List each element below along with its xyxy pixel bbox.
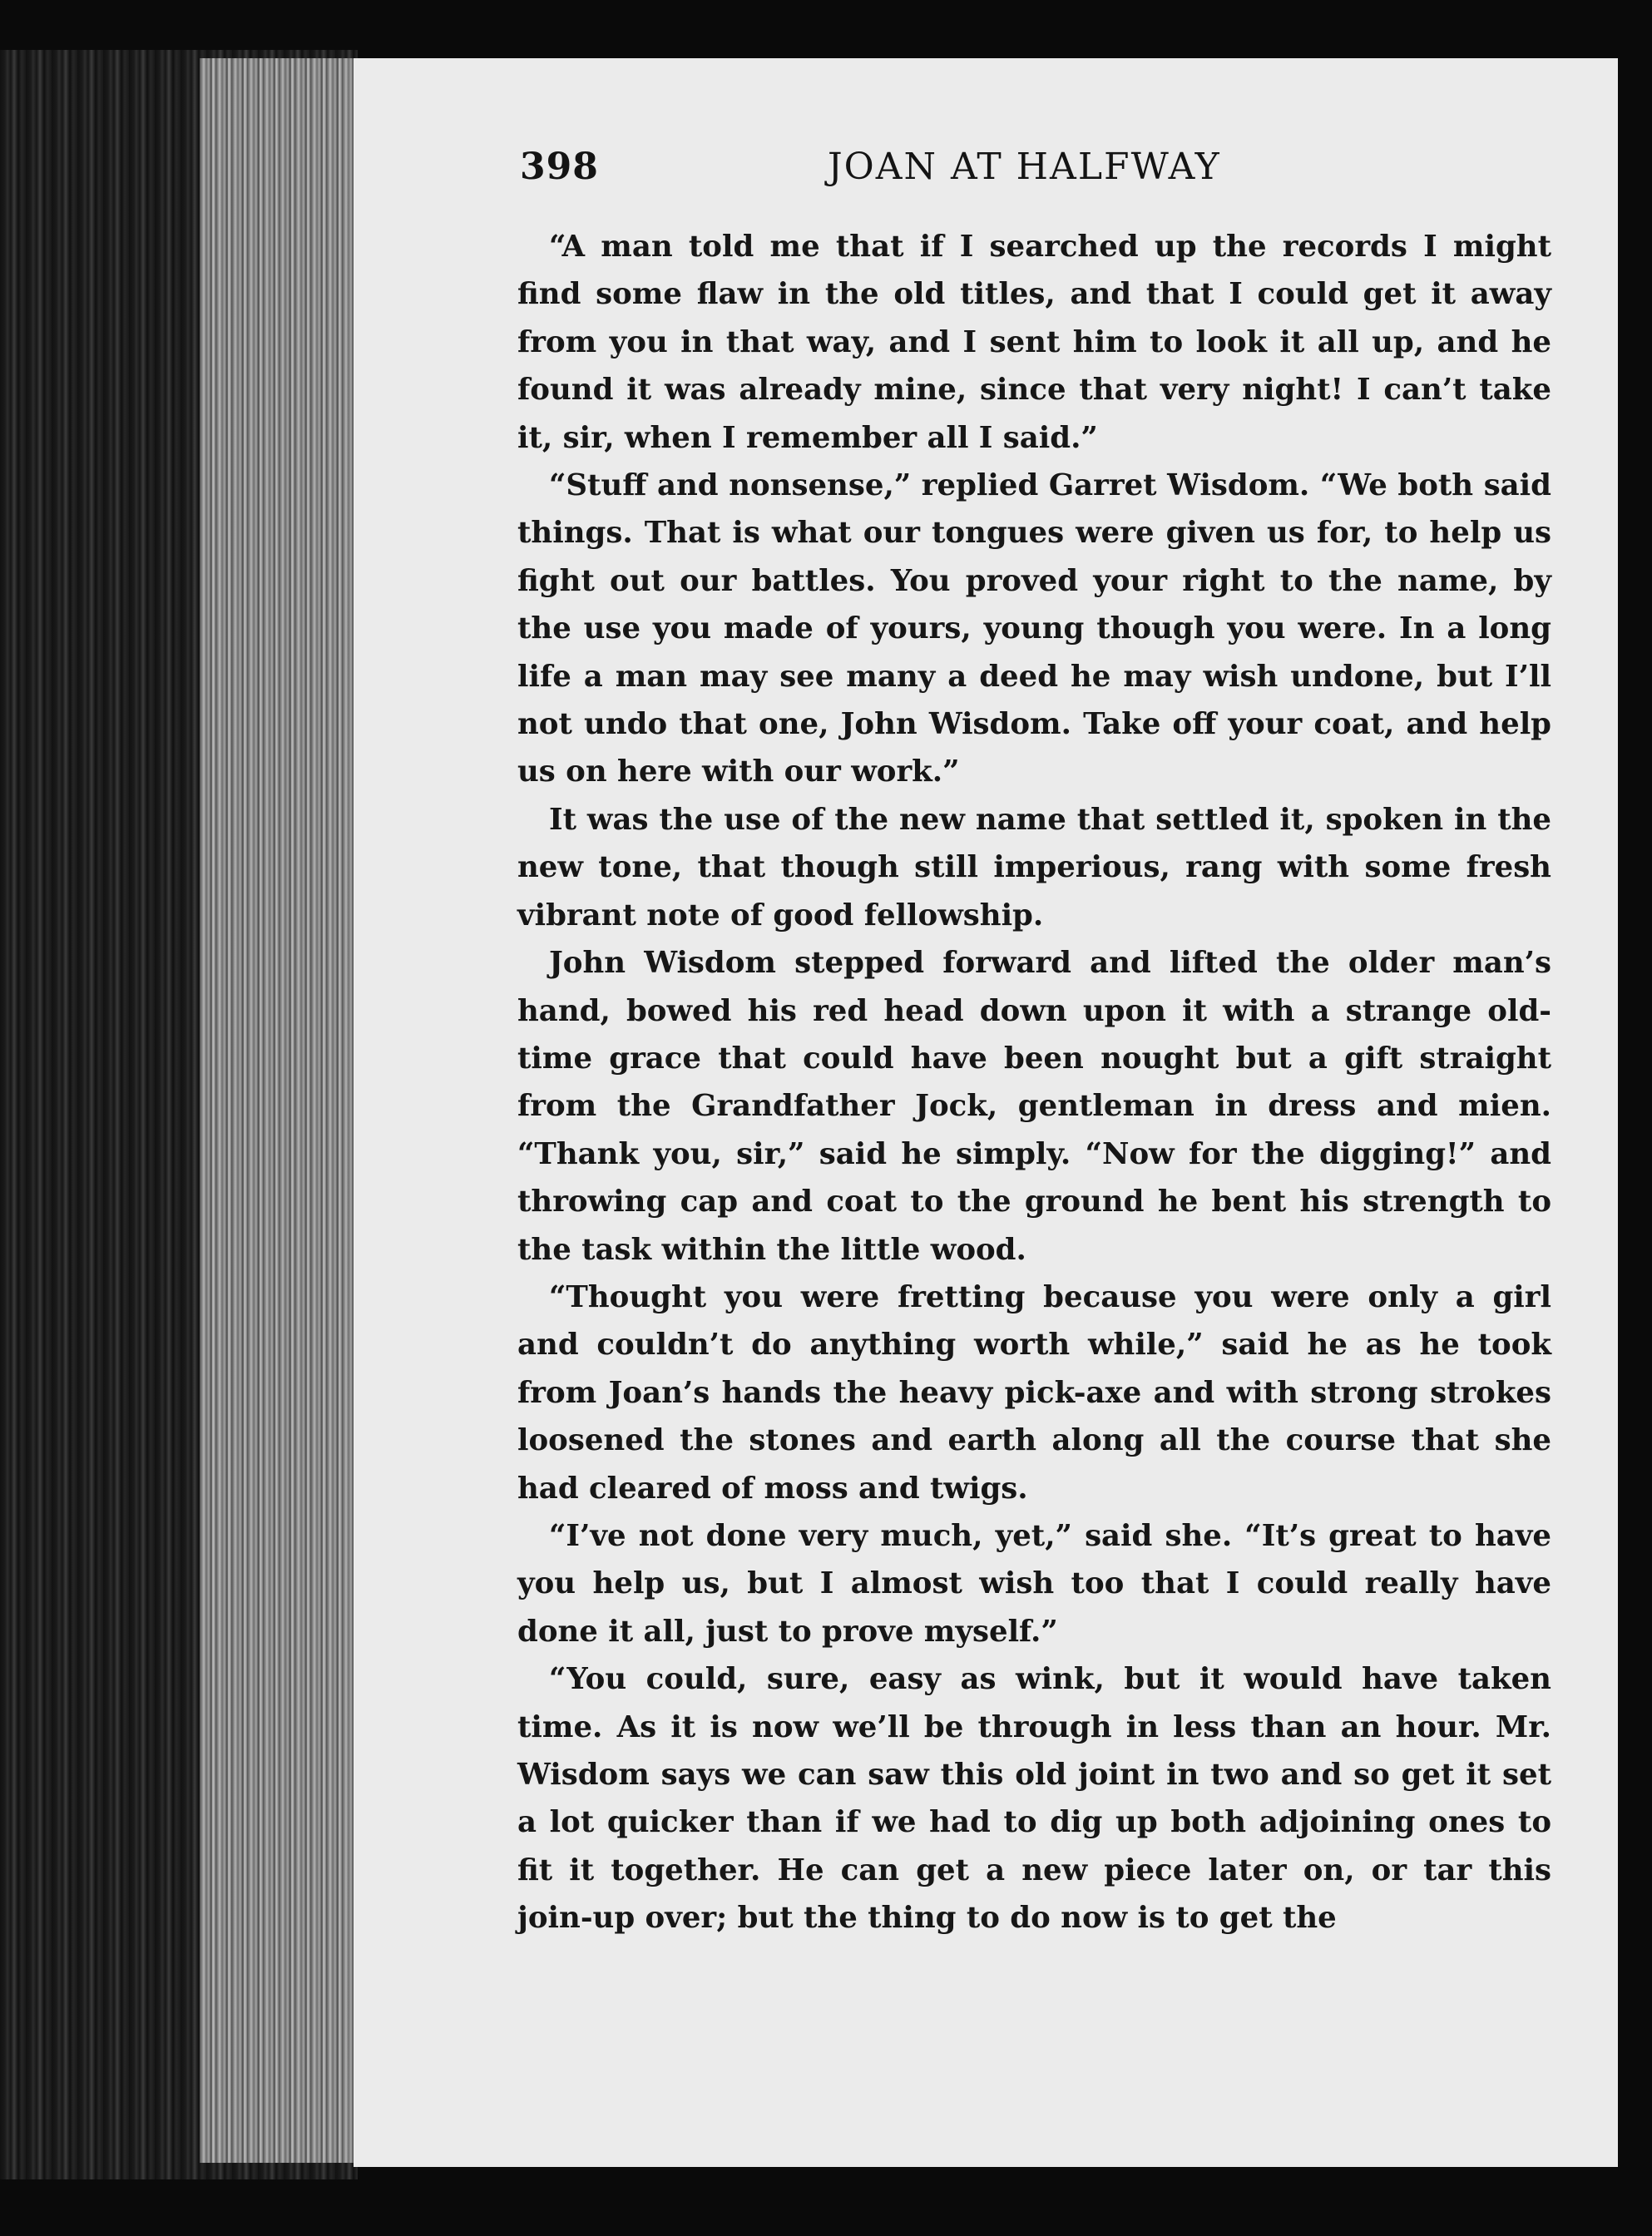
body-text [517, 223, 1551, 1942]
paragraph: It was the use of the new name that settled it, spoken in the new tone, that though still imperious, rang with some fresh vibrant note of good fellowship. [517, 802, 1551, 932]
paragraph: “Stuff and nonsense,” replied Garret Wisdom. “We both said things. That is what our tongues were given us for, to help us fight out our battles. You proved your right to the name, by the use you made of yours, young though you were. In a long life a man may see many a deed he may wish undone, but I’ll not undo that one, John Wisdom. Take off your coat, and help us on here with our work.” [517, 468, 1551, 789]
page-header [520, 146, 1576, 195]
paragraph: “A man told me that if I searched up the records I might find some flaw in the old titles, and that I could get it away from you in that way, and I sent him to look it all up, and he found it was already mine, since that very night! I can’t take it, sir, when I remember all I said.” [517, 230, 1551, 455]
paragraph: “Thought you were fretting because you were only a girl and couldn’t do anything worth while,” said he as he took from Joan’s hands the heavy pick-axe and with strong strokes loosened the stones and earth along all the course that she had cleared of moss and twigs. [517, 1279, 1551, 1506]
page-edges-highlight [200, 58, 358, 2163]
paragraph: “I’ve not done very much, yet,” said she. “It’s great to have you help us, but I almost wish too that I could really have done it all, just to prove myself.” [517, 1518, 1551, 1649]
page-number: 398 [520, 146, 599, 188]
paragraph: John Wisdom stepped forward and lifted the older man’s hand, bowed his red head down upon it with a strange old-time grace that could have been nought but a gift straight from the Grandfather Jock, gentleman in dress and mien. “Thank you, sir,” said he simply. “Now for the digging!” and throwing cap and coat to the ground he bent his strength to the task within the little wood. [517, 946, 1551, 1267]
running-head: JOAN AT HALFWAY [828, 146, 1221, 188]
paragraph: “You could, sure, easy as wink, but it would have taken time. As it is now we’ll be through in less than an hour. Mr. Wisdom says we can saw this old joint in two and so get it set a lot quicker than if we had to dig up both adjoining ones to fit it together. He can get a new piece later on, or tar this join-up over; but the thing to do now is to get the [517, 1662, 1551, 1936]
